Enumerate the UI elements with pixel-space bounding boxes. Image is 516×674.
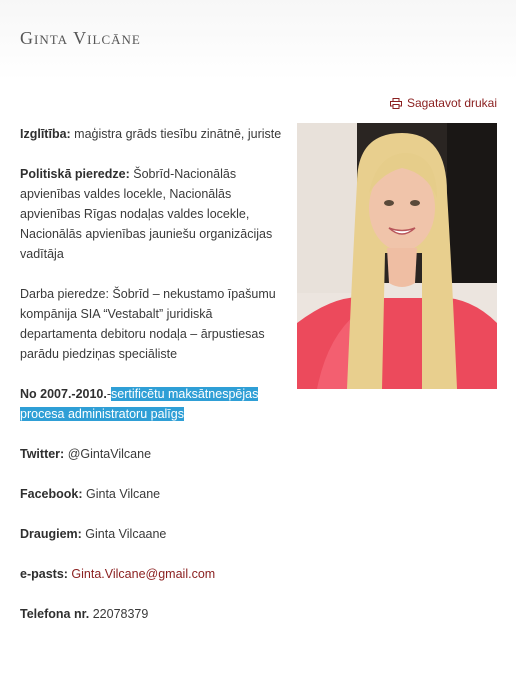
print-link[interactable] [390, 96, 497, 110]
phone-paragraph [20, 604, 282, 624]
phone-label: Telefona nr. [20, 607, 90, 621]
page-title: Ginta Vilcāne [20, 28, 141, 48]
history-dash: - [106, 387, 112, 401]
draugiem-value: Ginta Vilcaane [81, 527, 167, 541]
education-paragraph [20, 124, 282, 144]
history-paragraph [20, 384, 282, 424]
facebook-value: Ginta Vilcane [82, 487, 161, 501]
phone-value: 22078379 [89, 607, 149, 621]
work-paragraph: Darba pieredze: Šobrīd – nekustamo īpašumu kompānija SIA “Vestabalt” juridiskā departamenta debitoru nodaļa – ārpustiesas parādu piedziņas speciāliste [20, 287, 276, 361]
email-label: e-pasts: [20, 567, 68, 581]
facebook-paragraph [20, 484, 282, 504]
twitter-paragraph [20, 444, 282, 464]
printer-icon [390, 98, 402, 109]
draugiem-label: Draugiem: [20, 527, 82, 541]
email-link[interactable]: Ginta.Vilcane@gmail.com [71, 567, 216, 581]
profile-photo [297, 123, 497, 389]
political-value: Šobrīd-Nacionālās apvienības valdes locekle, Nacionālās apvienības Rīgas nodaļas valdes locekle, Nacionālās apvienības jauniešu organizācijas vadītāja [20, 167, 273, 261]
twitter-label: Twitter: [20, 447, 65, 461]
education-value: maģistra grāds tiesību zinātnē, juriste [70, 127, 282, 141]
history-value-selected[interactable]: sertificētu maksātnespējas procesa administratoru palīgs [20, 387, 259, 421]
profile-content [20, 124, 282, 644]
political-paragraph [20, 164, 282, 264]
facebook-label: Facebook: [20, 487, 83, 501]
political-label: Politiskā pieredze: [20, 167, 130, 181]
twitter-value: @GintaVilcane [64, 447, 152, 461]
draugiem-paragraph [20, 524, 282, 544]
print-label: Sagatavot drukai [406, 96, 497, 110]
history-label: No 2007.-2010. [20, 387, 107, 401]
email-paragraph [20, 564, 282, 584]
education-label: Izglītība: [20, 127, 71, 141]
